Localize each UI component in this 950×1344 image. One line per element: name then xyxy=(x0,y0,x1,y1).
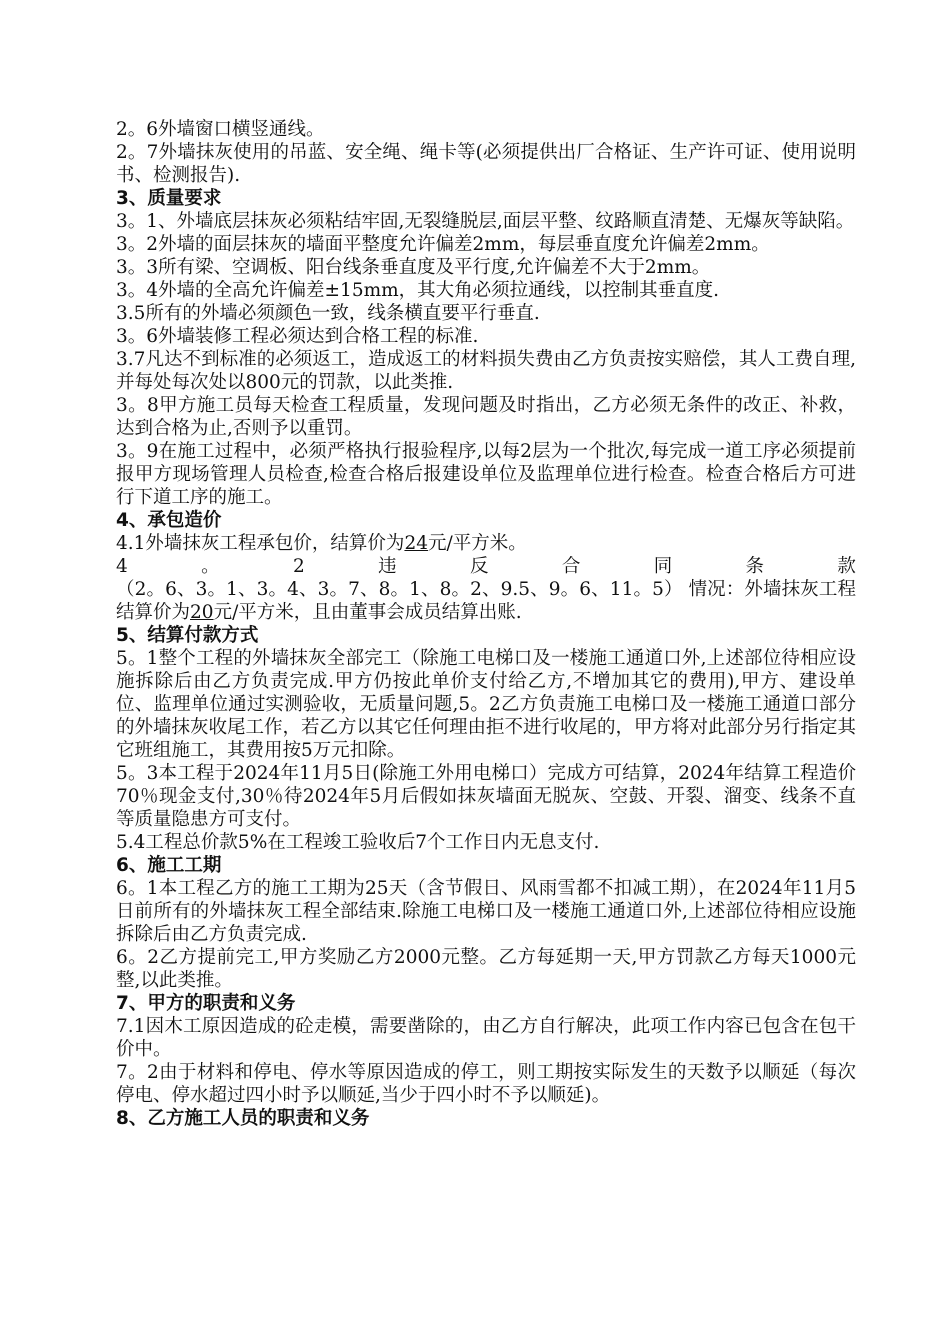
clause-2-7: 2。7外墙抹灰使用的吊蓝、安全绳、绳卡等(必须提供出厂合格证、生产许可证、使用说明书、检测报告). xyxy=(116,142,856,186)
clause-7-2: 7。2由于材料和停电、停水等原因造成的停工，则工期按实际发生的天数予以顺延（每次停电、停水超过四小时予以顺延,当少于四小时不予以顺延)。 xyxy=(116,1062,856,1106)
clause-5-1: 5。1整个工程的外墙抹灰全部完工（除施工电梯口及一楼施工通道口外,上述部位待相应设施拆除后由乙方负责完成.甲方仍按此单价支付给乙方,不增加其它的费用),甲方、建设单位、监理单位通过实测验收，无质量问题,5。2乙方负责施工电梯口及一楼施工通道口部分的外墙抹灰收尾工作，若乙方以其它任何理由拒不进行收尾的，甲方将对此部分另行指定其它班组施工，其费用按5万元扣除。 xyxy=(116,648,857,761)
section-5-heading: 5、结算付款方式 xyxy=(116,625,259,646)
clause-3-8: 3。8甲方施工员每天检查工程质量，发现问题及时指出，乙方必须无条件的改正、补救，达到合格为止,否则予以重罚。 xyxy=(116,395,856,439)
clause-7-1: 7.1因木工原因造成的砼走模，需要凿除的，由乙方自行解决，此项工作内容已包含在包干价中。 xyxy=(116,1016,856,1060)
clause-5-4: 5.4工程总价款5%在工程竣工验收后7个工作日内无息支付. xyxy=(116,832,600,853)
spread-char: 款 xyxy=(837,556,856,577)
clause-4-2-text: （2。6、3。1、3。4、3。7、8。1、8。2、9.5、9。6、11。5） 情况：外墙抹灰工程结算价为 xyxy=(116,579,856,623)
clause-6-2: 6。2乙方提前完工,甲方奖励乙方2000元整。乙方每延期一天,甲方罚款乙方每天1000元整,以此类推。 xyxy=(116,947,856,991)
spread-char: 同 xyxy=(653,556,673,577)
clause-3-7: 3.7凡达不到标准的必须返工，造成返工的材料损失费由乙方负责按实赔偿，其人工费自理,并每处每次处以800元的罚款，以此类推. xyxy=(116,349,856,393)
section-4-heading: 4、承包造价 xyxy=(116,510,222,531)
clause-5-3: 5。3本工程于2024年11月5日(除施工外用电梯口）完成方可结算，2024年结算工程造价70％现金支付,30％待2024年5月后假如抹灰墙面无脱灰、空鼓、开裂、溜变、线条不直等质量隐患方可支付。 xyxy=(116,763,856,830)
clause-3-4: 3。4外墙的全高允许偏差±15mm，其大角必须拉通线，以控制其垂直度. xyxy=(116,280,720,301)
section-6-heading: 6、施工工期 xyxy=(116,855,222,876)
spread-char: 违 xyxy=(378,556,397,577)
clause-4-2 xyxy=(116,578,856,624)
clause-4-2-spread-line xyxy=(116,555,856,578)
document-page xyxy=(116,118,856,1130)
clause-3-5: 3.5所有的外墙必须颜色一致，线条横直要平行垂直. xyxy=(116,303,540,324)
section-7-heading: 7、甲方的职责和义务 xyxy=(116,993,296,1014)
clause-6-1: 6。1本工程乙方的施工工期为25天（含节假日、风雨雪都不扣减工期），在2024年11月5日前所有的外墙抹灰工程全部结束.除施工电梯口及一楼施工通道口外,上述部位待相应设施拆除后由乙方负责完成. xyxy=(116,878,856,945)
spread-char: 4 xyxy=(116,556,128,577)
clause-3-3: 3。3所有梁、空调板、阳台线条垂直度及平行度,允许偏差不大于2mm。 xyxy=(116,257,711,278)
spread-char: 。 xyxy=(201,556,220,577)
section-8-heading: 8、乙方施工人员的职责和义务 xyxy=(116,1108,370,1129)
price-24: 24 xyxy=(404,533,428,554)
spread-char: 2 xyxy=(292,556,305,577)
spread-char: 条 xyxy=(745,556,765,577)
spread-char: 反 xyxy=(469,556,489,577)
clause-2-6: 2。6外墙窗口横竖通线。 xyxy=(116,119,325,140)
clause-3-1: 3。1、外墙底层抹灰必须粘结牢固,无裂缝脱层,面层平整、纹路顺直清楚、无爆灰等缺陷。 xyxy=(116,211,855,232)
clause-4-1-unit: 元/平方米。 xyxy=(427,533,527,554)
price-20: 20 xyxy=(190,602,214,623)
spread-char: 合 xyxy=(561,556,581,577)
clause-3-2: 3。2外墙的面层抹灰的墙面平整度允许偏差2mm，每层垂直度允许偏差2mm。 xyxy=(116,234,770,255)
section-3-heading: 3、质量要求 xyxy=(116,188,222,209)
clause-4-1-text: 4.1外墙抹灰工程承包价，结算价为 xyxy=(116,533,405,554)
clause-4-1 xyxy=(116,532,856,555)
clause-4-2-unit: 元/平方米，且由董事会成员结算出账. xyxy=(213,602,522,623)
clause-3-9: 3。9在施工过程中，必须严格执行报验程序,以每2层为一个批次,每完成一道工序必须提前报甲方现场管理人员检查,检查合格后报建设单位及监理单位进行检查。检查合格后方可进行下道工序的施工。 xyxy=(116,441,856,508)
clause-3-6: 3。6外墙装修工程必须达到合格工程的标准. xyxy=(116,326,479,347)
